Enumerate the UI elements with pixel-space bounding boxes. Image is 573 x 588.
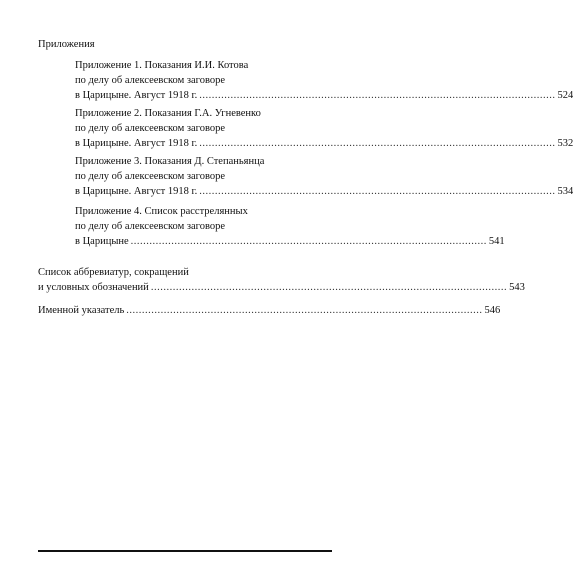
leader-dots: .................................................................................................................. (130, 236, 487, 247)
toc-entry-appendix-4[interactable] (75, 204, 505, 249)
toc-entry-abbreviations[interactable] (38, 265, 525, 295)
entry-title-line: по делу об алексеевском заговоре (75, 221, 226, 232)
page-number: 534 (557, 186, 573, 197)
entry-title-line: и условных обозначений (38, 282, 149, 293)
page-number: 546 (484, 305, 501, 316)
leader-dots: .................................................................................................................. (199, 186, 556, 197)
leader-dots: .................................................................................................................. (199, 90, 556, 101)
entry-title-line: в Царицыне. Август 1918 г. (75, 138, 198, 149)
toc-entry-appendix-2[interactable] (75, 106, 573, 151)
entry-title-line: Приложение 4. Список расстрелянных (75, 206, 248, 217)
toc-entry-appendix-3[interactable] (75, 154, 573, 199)
page-number: 532 (557, 138, 573, 149)
leader-dots: .................................................................................................................. (199, 138, 556, 149)
toc-entry-name-index[interactable] (38, 303, 501, 318)
entry-title-line: Список аббревиатур, сокращений (38, 267, 189, 278)
entry-title-line: в Царицыне. Август 1918 г. (75, 186, 198, 197)
entry-title-line: в Царицыне (75, 236, 129, 247)
entry-title-line: по делу об алексеевском заговоре (75, 75, 226, 86)
entry-title-line: по делу об алексеевском заговоре (75, 171, 226, 182)
entry-title-line: Приложение 1. Показания И.И. Котова (75, 60, 249, 71)
page-number: 524 (557, 90, 573, 101)
entry-title-line: в Царицыне. Август 1918 г. (75, 90, 198, 101)
entry-title-line: по делу об алексеевском заговоре (75, 123, 226, 134)
entry-title-line: Приложение 2. Показания Г.А. Угневенко (75, 108, 261, 119)
leader-dots: .................................................................................................................. (126, 305, 483, 316)
entry-title-line: Именной указатель (38, 305, 125, 316)
bottom-rule (38, 550, 332, 552)
entry-title-line: Приложение 3. Показания Д. Степаньянца (75, 156, 265, 167)
section-title: Приложения (38, 39, 95, 50)
page-number: 541 (488, 236, 505, 247)
toc-entry-appendix-1[interactable] (75, 58, 573, 103)
page-number: 543 (509, 282, 525, 293)
leader-dots: .................................................................................................................. (150, 282, 508, 293)
